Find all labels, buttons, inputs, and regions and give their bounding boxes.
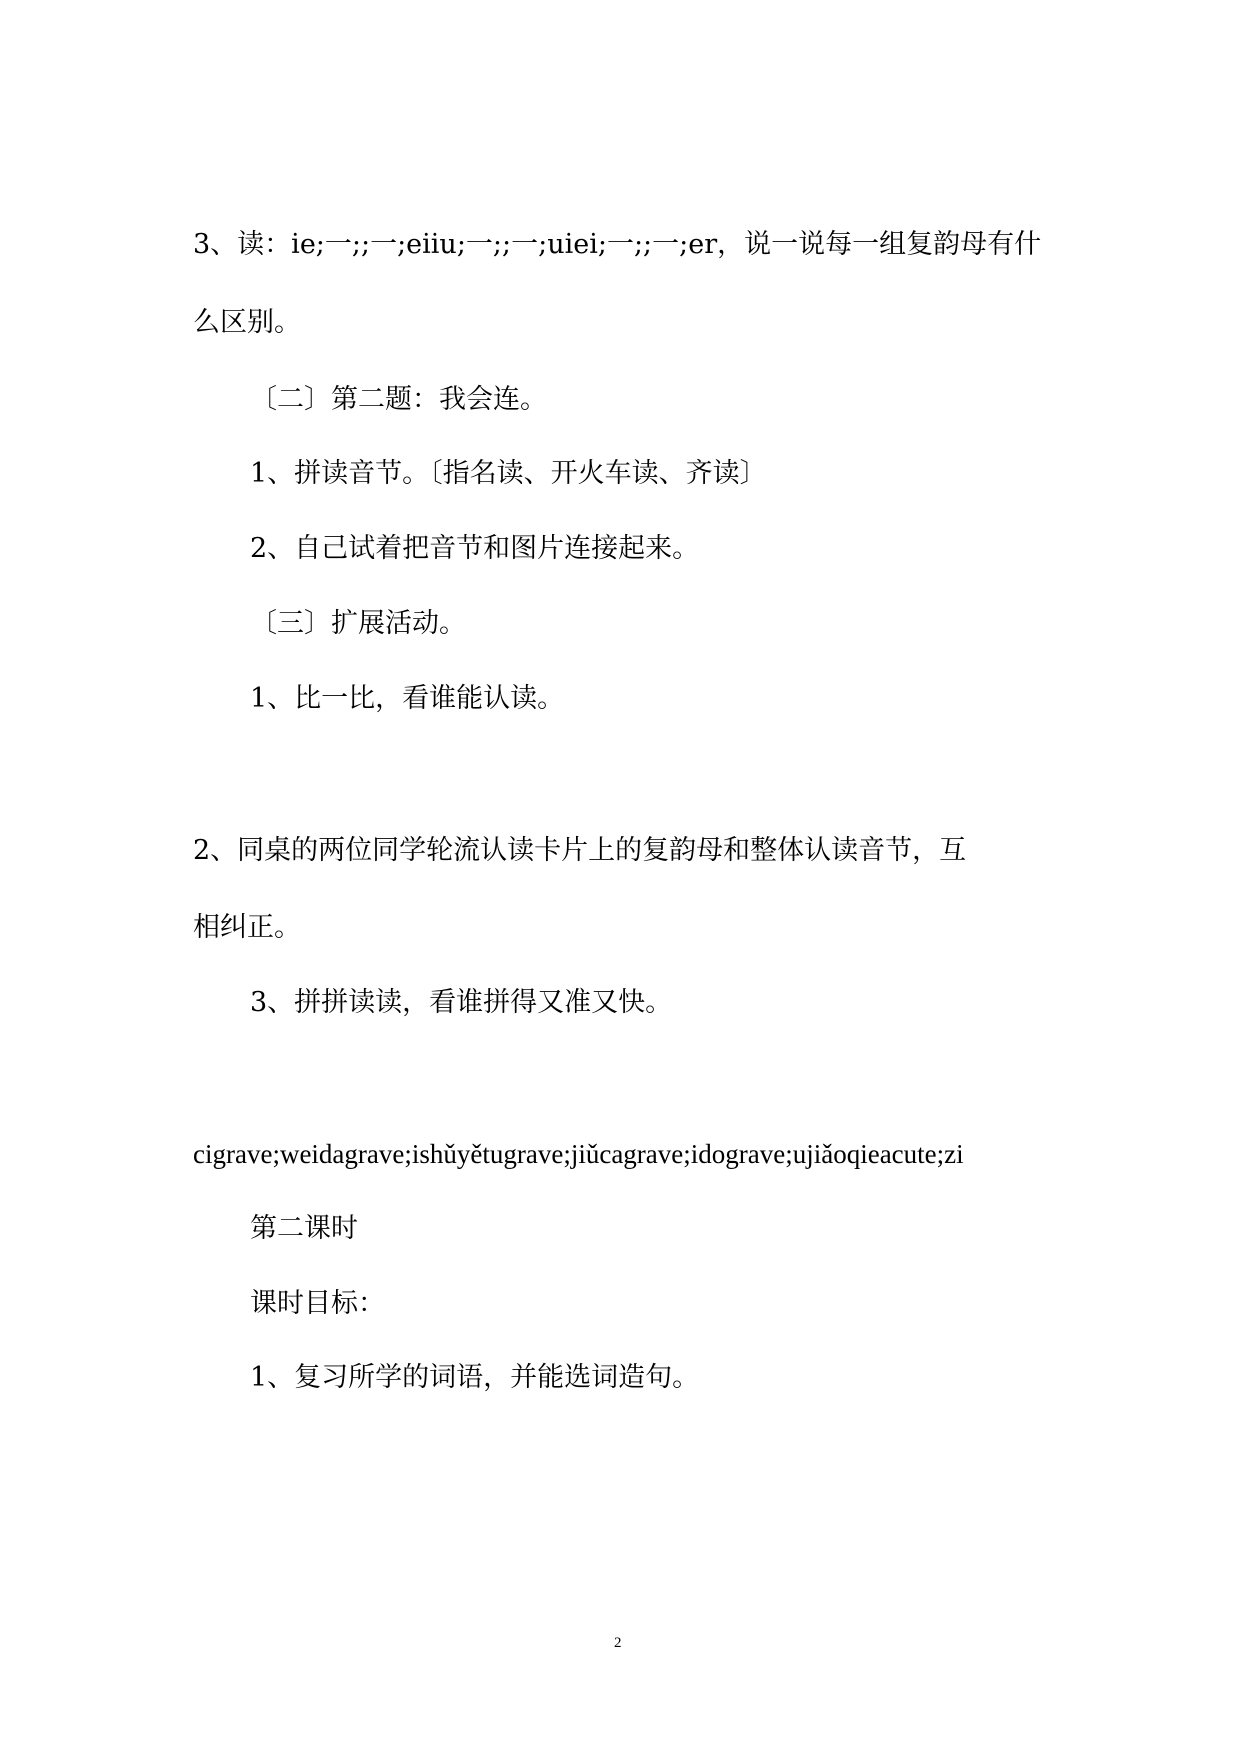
list-item: 1、复习所学的词语，并能选词造句。 — [250, 1362, 700, 1393]
objective-heading: 课时目标： — [250, 1288, 385, 1319]
section-heading: 〔二〕第二题：我会连。 — [250, 384, 547, 415]
list-item: 1、拼读音节。〔指名读、开火车读、齐读〕 — [250, 458, 767, 489]
list-item: 3、拼拼读读，看谁拼得又准又快。 — [250, 987, 673, 1018]
page-number: 2 — [614, 1635, 622, 1651]
section-heading: 〔三〕扩展活动。 — [250, 608, 466, 639]
paragraph-line: 3、读：ie;一;;一;eiiu;一;;一;uiei;一;;一;er，说一说每一组复韵母有什 — [193, 229, 1042, 260]
lesson-heading: 第二课时 — [250, 1213, 358, 1244]
paragraph-line: 2、同桌的两位同学轮流认读卡片上的复韵母和整体认读音节，互 — [193, 835, 967, 866]
paragraph-line: 相纠正。 — [193, 912, 301, 943]
paragraph-line: 么区别。 — [193, 307, 301, 338]
pinyin-line: cigrave;weidagrave;ishǔyětugrave;jiǔcagrave;idograve;ujiǎoqieacute;zi — [193, 1139, 964, 1169]
list-item: 2、自己试着把音节和图片连接起来。 — [250, 533, 700, 564]
list-item: 1、比一比，看谁能认读。 — [250, 683, 565, 714]
